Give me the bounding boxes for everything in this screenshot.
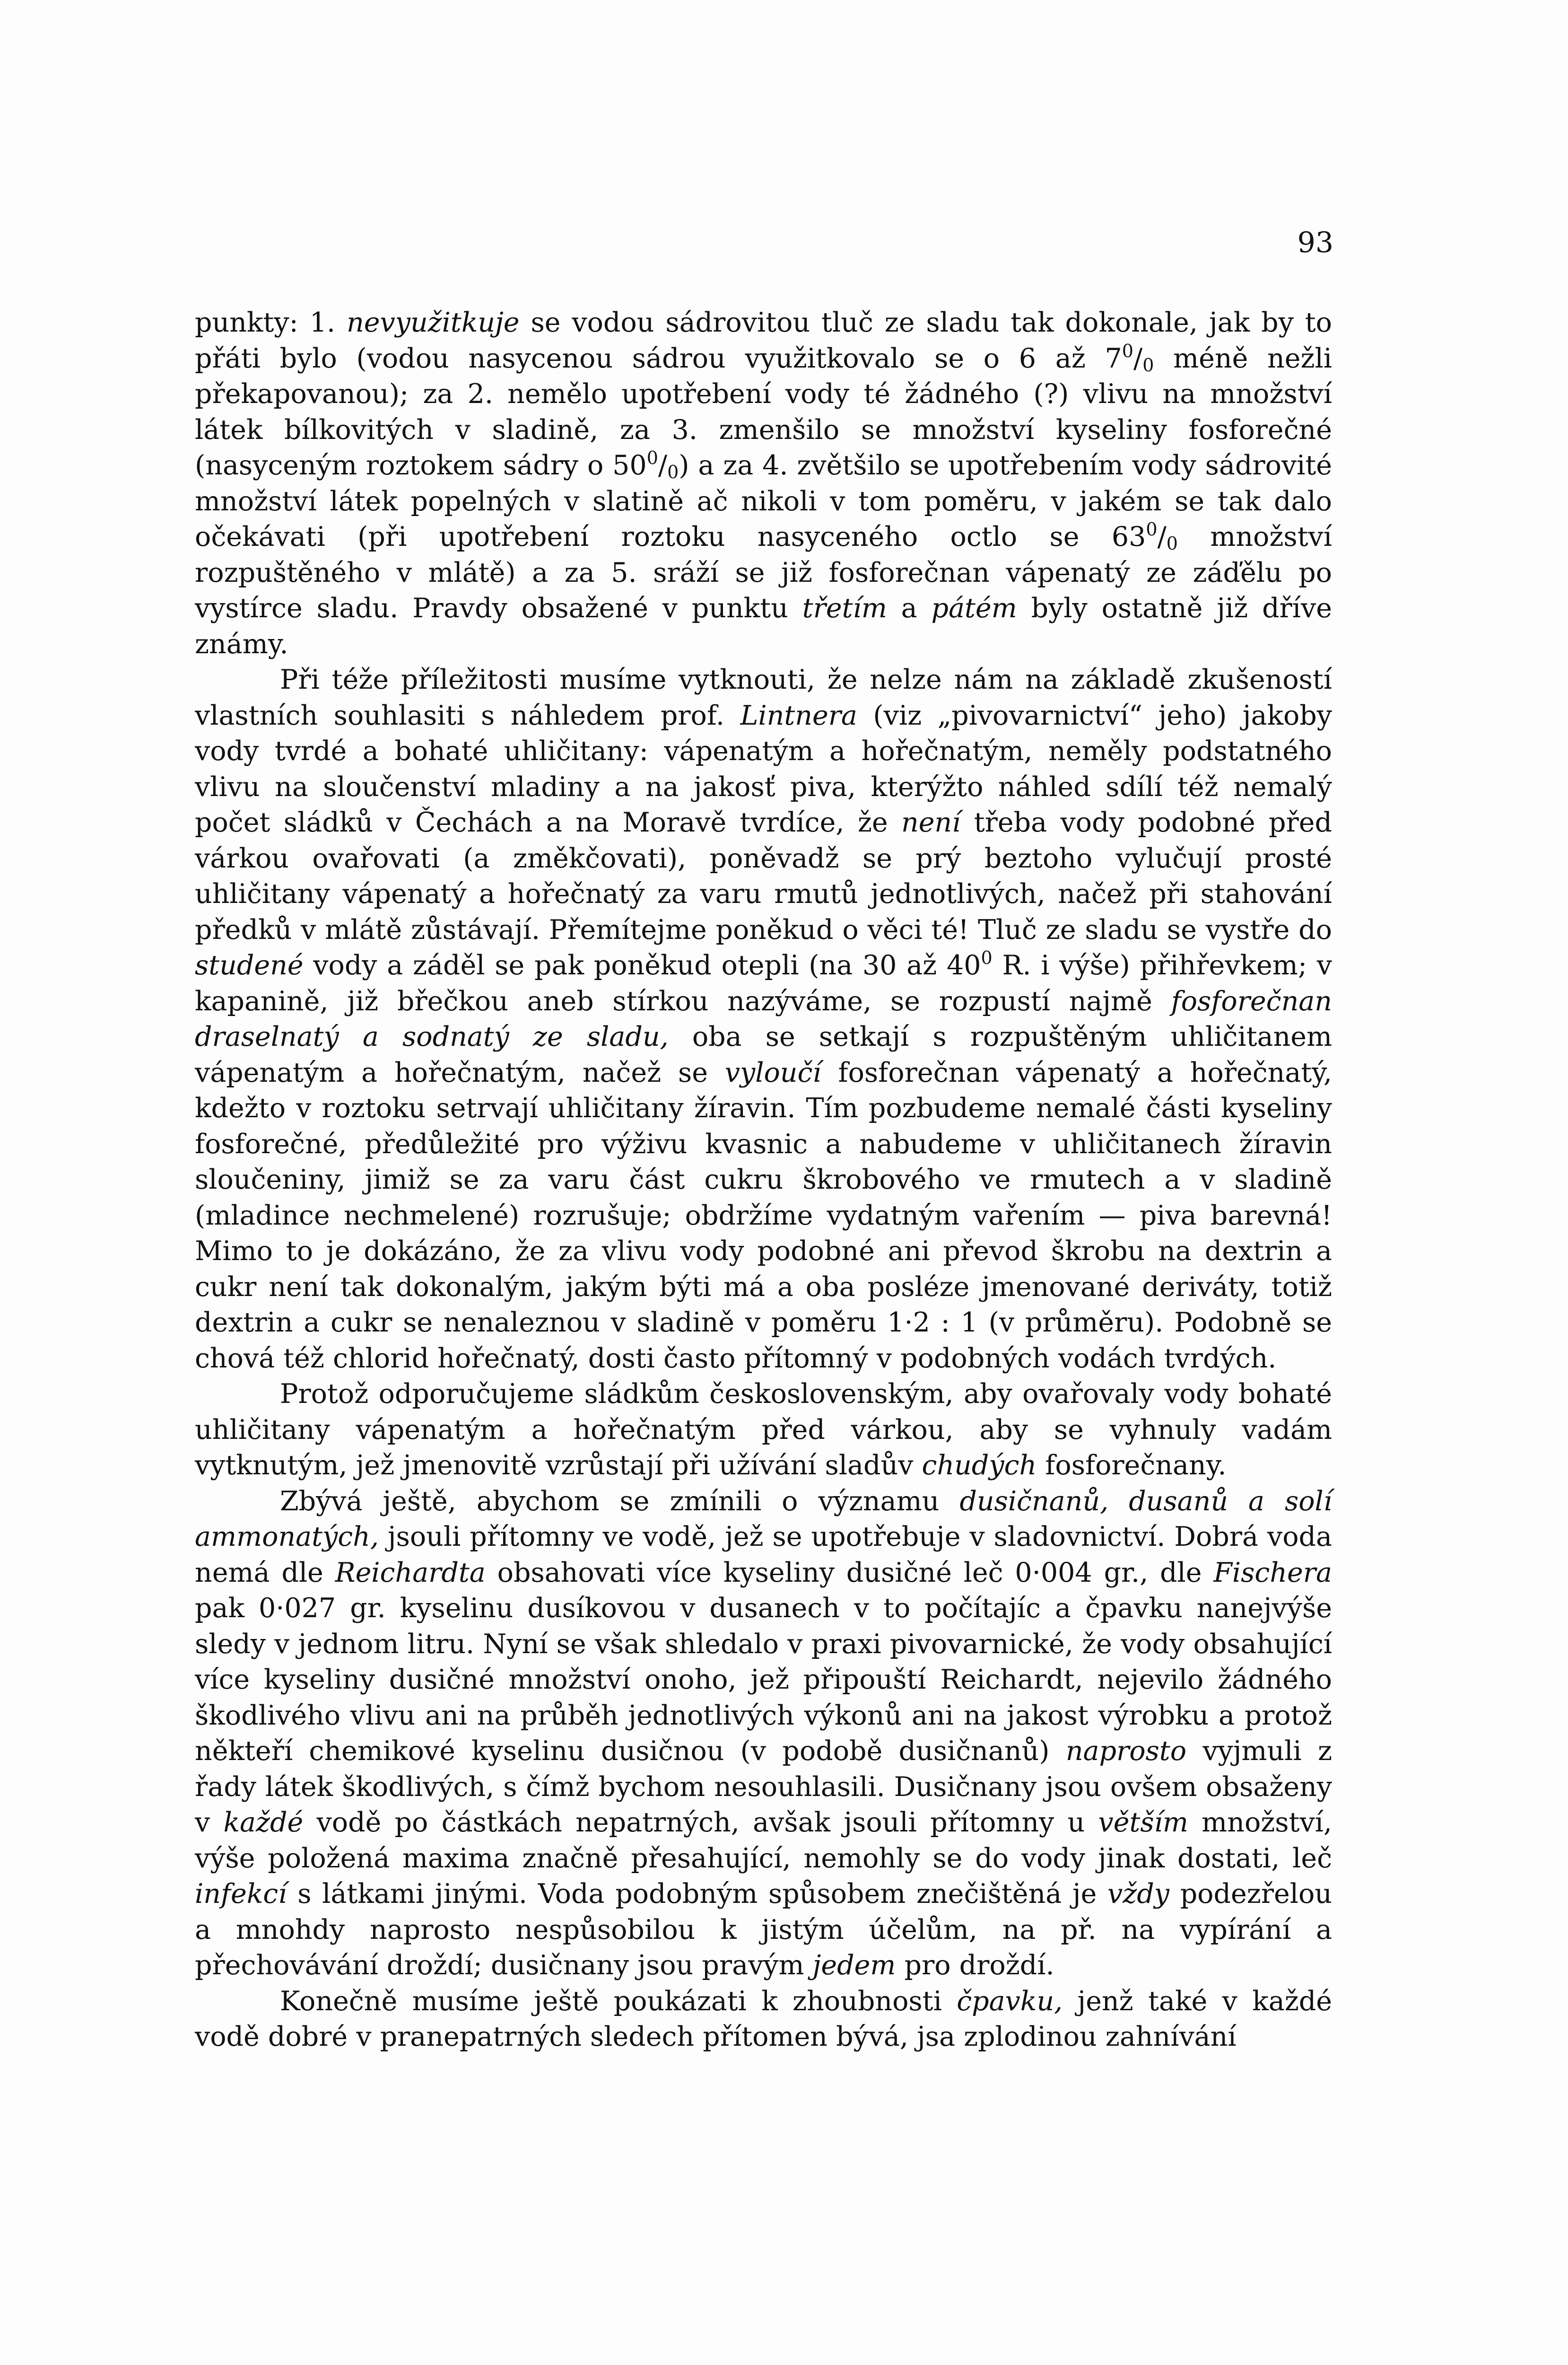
text-run: Konečně musíme ještě poukázati k zhoubnosti <box>280 1985 957 2017</box>
text-run: pro droždí. <box>896 1950 1054 1981</box>
paragraph <box>195 1484 1332 1984</box>
italic-text: větším <box>1098 1807 1188 1838</box>
text-run: fosforečnan vápenatý a hořečnatý, kdežto v roztoku setrvají uhličitany žíravin. Tím pozbudeme nemalé části kyseliny fosforečné, předůležité pro výživu kvasnic a nabudeme v uhličitanech žíravin sloučeniny, jimiž se za varu část cukru škrobového ve rmutech a v sladině (mladince nechmelené) rozrušuje; obdržíme vydatným vařením — piva barevná! Mimo to je dokázáno, že za vlivu vody podobné ani převod škrobu na dextrin a cukr není tak dokonalým, jakým býti má a oba posléze jmenované deriváty, totiž dextrin a cukr se nenaleznou v sladině v poměru 1·2 : 1 (v průměru). Podobně se chová též chlorid hořečnatý, dosti často přítomný v podobných vodách tvrdých. <box>195 1057 1332 1374</box>
subscript: 0 <box>1166 533 1178 554</box>
italic-text: studené <box>195 950 304 981</box>
paragraph <box>195 662 1332 1376</box>
text-run: množství rozpuštěného v mlátě) a za 5. sráží se již fosforečnan vápenatý ze záďělu po vystírce sladu. Pravdy obsažené v punktu <box>195 521 1332 624</box>
subscript: 0 <box>1142 354 1154 376</box>
text-run: / <box>1133 342 1143 374</box>
text-run: a <box>887 593 932 624</box>
body-text <box>195 305 1332 2055</box>
text-run: (viz „pivovarnictví“ jeho) jakoby vody tvrdé a bohaté uhličitany: vápenatým a hořečnatým, neměly podstatného vlivu na sloučenství mladiny a na jakosť piva, kterýžto náhled sdílí též nemalý počet sládků v Čechách a na Moravě tvrdíce, že <box>195 700 1332 838</box>
italic-text: vyloučí <box>724 1057 821 1088</box>
text-run: se vodou sádrovitou tluč ze sladu tak dokonale, jak by to přáti bylo (vodou nasycenou sádrou využitkovalo se o 6 až 7 <box>195 307 1332 374</box>
italic-text: naprosto <box>1065 1735 1187 1767</box>
text-run: byly ostatně již dříve známy. <box>195 593 1332 660</box>
italic-text: infekcí <box>195 1878 287 1910</box>
text-run: s látkami jinými. Voda podobným spůsobem znečištěná je <box>287 1878 1108 1910</box>
italic-text: fosforečnan draselnatý a sodnatý ze sladu, <box>195 985 1332 1052</box>
page-number: 93 <box>1297 226 1333 259</box>
italic-text: Lintnera <box>740 700 857 731</box>
paragraph <box>195 1376 1332 1484</box>
italic-text: chudých <box>922 1450 1037 1481</box>
text-run: ) a za 4. zvětšilo se upotřebením vody sádrovité množství látek popelných v slatině ač nikoli v tom poměru, v jakém se tak dalo očekávati (při upotřebení roztoku nasyceného octlo se 63 <box>195 450 1332 552</box>
superscript: 0 <box>1122 340 1133 361</box>
text-run: / <box>658 450 668 481</box>
italic-text: třetím <box>802 593 887 624</box>
italic-text: každé <box>223 1807 304 1838</box>
text-run: Protož odporučujeme sládkům československým, aby ovařovaly vody bohaté uhličitany vápenatým a hořečnatým před várkou, aby se vyhnuly vadám vytknutým, jež jmenovitě vzrůstají při užívání sladův <box>195 1378 1332 1481</box>
superscript: 0 <box>646 447 658 468</box>
italic-text: vždy <box>1107 1878 1169 1910</box>
text-run: pak 0·027 gr. kyselinu dusíkovou v dusanech v to počítajíc a čpavku nanejvýše sledy v jednom litru. Nyní se však shledalo v praxi pivovarnické, že vody obsahující více kyseliny dusičné množství onoho, jež připouští Reichardt, nejevilo žádného škodlivého vlivu ani na průběh jednotlivých výkonů ani na jakost výrobku a protož někteří chemikové kyselinu dusičnou (v podobě dusičnanů) <box>195 1593 1332 1767</box>
italic-text: není <box>901 807 961 838</box>
text-run: méně nežli překapovanou); za 2. nemělo upotřebení vody té žádného (?) vlivu na množství látek bílkovitých v sladině, za 3. zmenšilo se množství kyseliny fosforečné (nasyceným roztokem sádry o 50 <box>195 342 1332 481</box>
italic-text: jedem <box>812 1950 896 1981</box>
text-run: fosforečnany. <box>1037 1450 1227 1481</box>
text-run: vodě po částkách nepatrných, avšak jsouli přítomny u <box>303 1807 1098 1838</box>
text-run: / <box>1157 521 1167 552</box>
text-run: Zbývá ještě, abychom se zmínili o významu <box>280 1485 960 1517</box>
italic-text: nevyužitkuje <box>347 307 520 338</box>
italic-text: pátém <box>931 593 1017 624</box>
text-run: R. i výše) přihřevkem; v kapanině, již břečkou aneb stírkou nazýváme, se rozpustí najmě <box>195 950 1332 1017</box>
subscript: 0 <box>667 462 679 482</box>
superscript: 0 <box>981 947 993 968</box>
text-run: množství, výše položená maxima značně přesahující, nemohly se do vody jinak dostati, leč <box>195 1807 1333 1874</box>
text-run: třeba vody podobné před várkou ovařovati (a změkčovati), poněvadž se prý beztoho vylučují prosté uhličitany vápenatý a hořečnatý za varu rmutů jednotlivých, načež při stahování předků v mlátě zůstávají. Přemítejme poněkud o věci té! Tluč ze sladu se vystře do <box>195 807 1332 946</box>
text-run: vyjmuli z řady látek škodlivých, s čímž bychom nesouhlasili. Dusičnany jsou ovšem obsaženy v <box>195 1735 1332 1838</box>
italic-text: čpavku, <box>957 1985 1063 2017</box>
paragraph <box>195 305 1332 662</box>
paragraph <box>195 1984 1332 2055</box>
text-run: punkty: 1. <box>195 307 347 338</box>
text-run: jsouli přítomny ve vodě, jež se upotřebuje v sladovnictví. Dobrá voda nemá dle <box>195 1521 1332 1588</box>
superscript: 0 <box>1146 519 1158 540</box>
text-run: obsahovati více kyseliny dusičné leč 0·004 gr., dle <box>485 1557 1214 1588</box>
italic-text: dusičnanů, dusanů a solí ammonatých, <box>195 1485 1333 1552</box>
italic-text: Fischera <box>1213 1557 1332 1588</box>
italic-text: Reichardta <box>335 1557 486 1588</box>
text-run: oba se setkají s rozpuštěným uhličitanem vápenatým a hořečnatým, načež se <box>195 1021 1332 1088</box>
text-run: vody a záděl se pak poněkud otepli (na 30 až 40 <box>303 950 981 981</box>
text-run: jenž také v každé vodě dobré v pranepatrných sledech přítomen bývá, jsa zplodinou zahnívání <box>195 1985 1332 2052</box>
text-run: Při téže příležitosti musíme vytknouti, že nelze nám na základě zkušeností vlastních souhlasiti s náhledem prof. <box>195 664 1332 731</box>
text-run: podezřelou a mnohdy naprosto nespůsobilou k jistým účelům, na př. na vypírání a přechovávání droždí; dusičnany jsou pravým <box>195 1878 1332 1981</box>
